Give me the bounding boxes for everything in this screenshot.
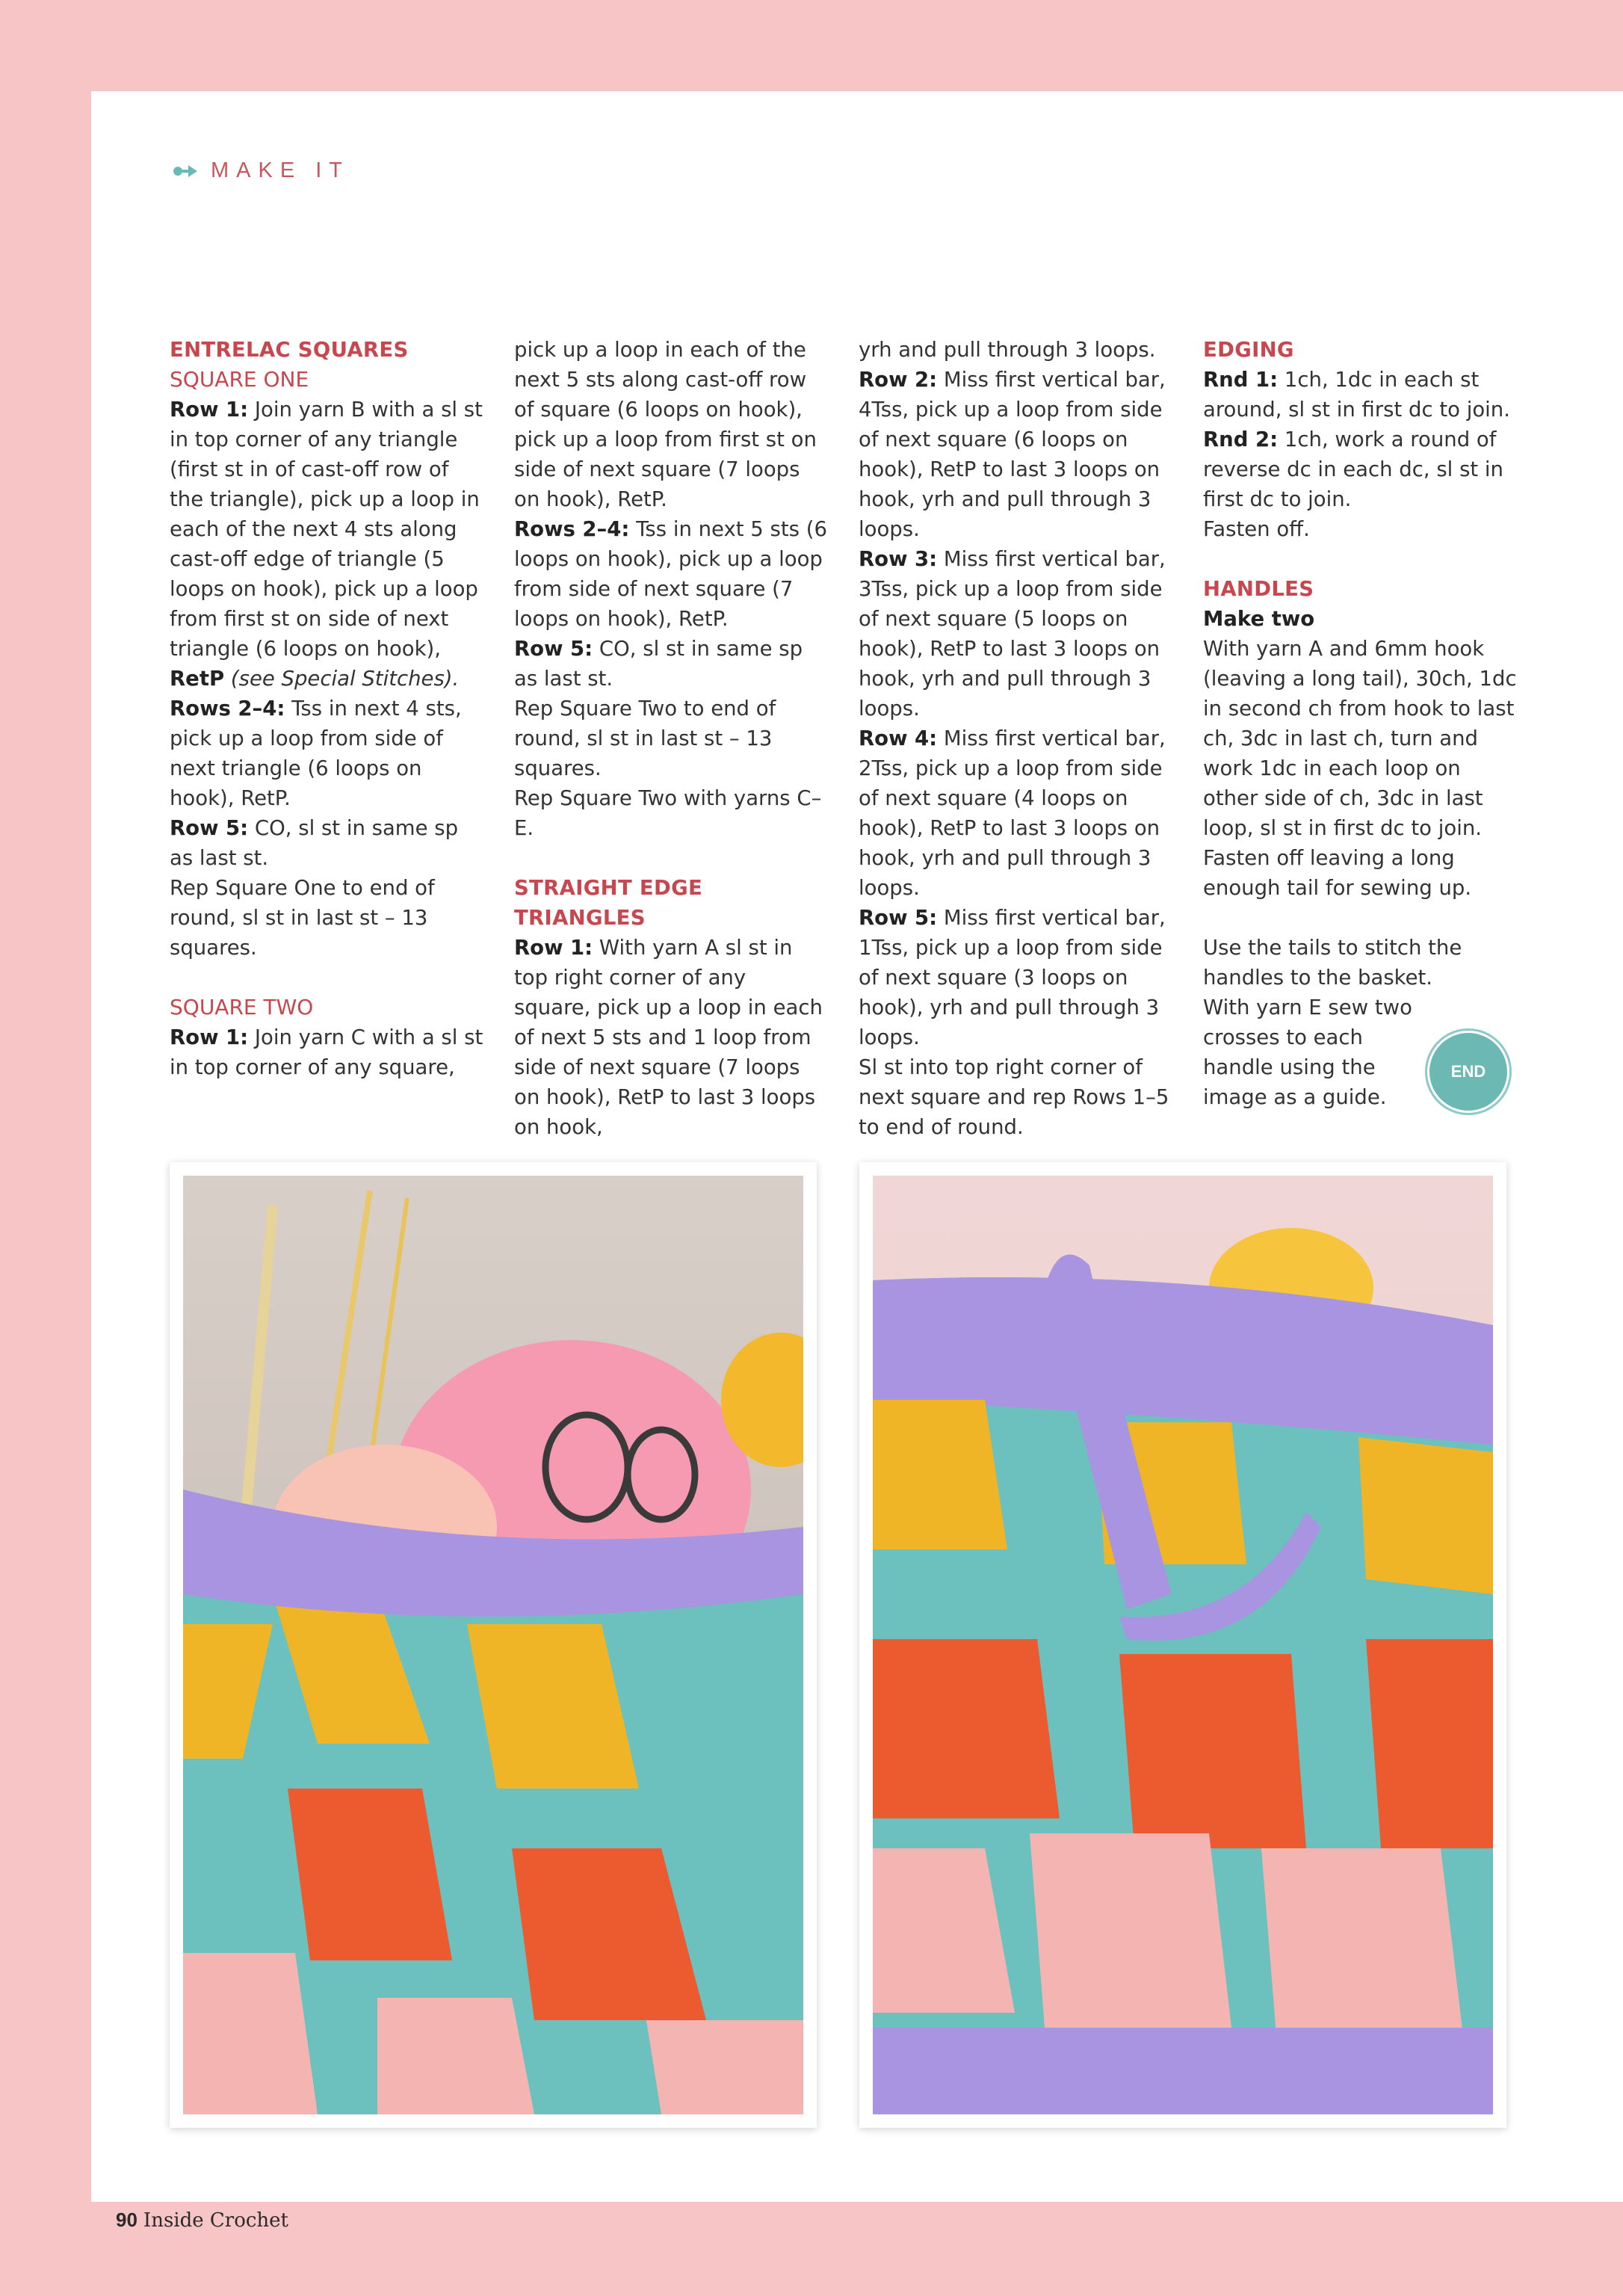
handles-instruction: With yarn A and 6mm hook (leaving a long tail), 30ch, 1dc in second ch from hook to last ch, 3dc in last ch, turn and work 1dc in each loop on other side of ch, 3dc in last loop, sl st in first dc to join.: [1203, 637, 1517, 840]
magazine-title: Inside Crochet: [143, 2209, 289, 2232]
instruction-row1: Row 1: With yarn A sl st in top right corner of any square, pick up a loop in each of next 5 sts and 1 loop from side of next square (7 loops on hook), RetP to last 3 loops on hook,: [514, 936, 823, 1139]
section-tag: [172, 158, 350, 183]
page-folio: [116, 2209, 288, 2232]
instruction-row5: Row 5: CO, sl st in same sp as last st.: [170, 816, 459, 870]
basket-photo-image: [183, 1176, 803, 2114]
cross-instruction: With yarn E sew two crosses to each handle using the image as a guide.: [1203, 996, 1412, 1109]
arrow-icon: [172, 164, 200, 179]
instruction-rows-2-4: Rows 2–4: Tss in next 5 sts (6 loops on hook), pick up a loop from side of next square (7 loops on hook), RetP.: [514, 517, 827, 631]
instruction-rnd2: Rnd 2: 1ch, work a round of reverse dc in each dc, sl st in first dc to join.: [1203, 428, 1503, 511]
section-tag-label: MAKE IT: [211, 158, 350, 182]
instruction-row3: Row 3: Miss first vertical bar, 3Tss, pick up a loop from side of next square (5 loops on hook), RetP to last 3 loops on hook, yrh and pull through 3 loops.: [859, 547, 1166, 720]
instruction-rnd1: Rnd 1: 1ch, 1dc in each st around, sl st in first dc to join.: [1203, 368, 1510, 422]
page-number: 90: [116, 2209, 137, 2231]
photo-basket-front: [170, 1162, 817, 2128]
instruction-sq2-row1: Row 1: Join yarn C with a sl st in top corner of any square,: [170, 1025, 483, 1079]
repeat-instruction-1: Rep Square Two to end of round, sl st in last st – 13 squares.: [514, 697, 776, 780]
heading-straight-edge-triangles: STRAIGHT EDGE TRIANGLES: [514, 876, 703, 930]
fasten-off-tail: Fasten off leaving a long enough tail for sewing up.: [1203, 846, 1472, 900]
make-two: Make two: [1203, 607, 1315, 631]
handle-photo-image: [873, 1176, 1493, 2114]
instruction-row5: Row 5: Miss first vertical bar, 1Tss, pick up a loop from side of next square (3 loops on hook), yrh and pull through 3 loops.: [859, 906, 1166, 1049]
photo-basket-handle: [859, 1162, 1506, 2128]
subheading-square-one: SQUARE ONE: [170, 367, 309, 392]
fasten-off: Fasten off.: [1203, 517, 1310, 541]
instruction-row4: Row 4: Miss first vertical bar, 2Tss, pick up a loop from side of next square (4 loops on hook), RetP to last 3 loops on hook, yrh and pull through 3 loops.: [859, 726, 1166, 900]
continued-text: pick up a loop in each of the next 5 sts along cast-off row of square (6 loops on hook), pick up a loop from first st on side of next square (7 loops on hook), RetP.: [514, 338, 817, 511]
instruction-row2: Row 2: Miss first vertical bar, 4Tss, pick up a loop from side of next square (6 loops on hook), RetP to last 3 loops on hook, yrh and pull through 3 loops.: [859, 368, 1166, 541]
repeat-instruction-2: Rep Square Two with yarns C–E.: [514, 786, 822, 840]
instruction-row5: Row 5: CO, sl st in same sp as last st.: [514, 637, 803, 691]
column-3: [859, 335, 1172, 1142]
instruction-rows-2-4: Rows 2–4: Tss in next 4 sts, pick up a loop from side of next triangle (6 loops on hook), RetP.: [170, 697, 462, 810]
pattern-columns: [170, 335, 1517, 1139]
heading-edging: EDGING: [1203, 338, 1294, 362]
heading-entrelac-squares: ENTRELAC SQUARES: [170, 338, 409, 362]
subheading-square-two: SQUARE TWO: [170, 995, 314, 1019]
tails-instruction: Use the tails to stitch the handles to the basket.: [1203, 936, 1462, 990]
instruction-row1: Row 1: Join yarn B with a sl st in top corner of any triangle (first st in of cast-off row of the triangle), pick up a loop in each of the next 4 sts along cast-off edge of triangle (5 loops on hook), pick up a loop from first st on side of next triangle (6 loops on hook), RetP (see Special Stitches).: [170, 398, 483, 691]
final-instruction: Sl st into top right corner of next square and rep Rows 1–5 to end of round.: [859, 1055, 1169, 1139]
heading-handles: HANDLES: [1203, 577, 1314, 601]
column-2: [514, 335, 828, 1142]
column-1: [170, 335, 483, 1082]
repeat-instruction: Rep Square One to end of round, sl st in last st – 13 squares.: [170, 876, 435, 960]
column-4: [1203, 335, 1517, 1112]
continued-text: yrh and pull through 3 loops.: [859, 338, 1156, 362]
end-badge: END: [1429, 1033, 1507, 1111]
